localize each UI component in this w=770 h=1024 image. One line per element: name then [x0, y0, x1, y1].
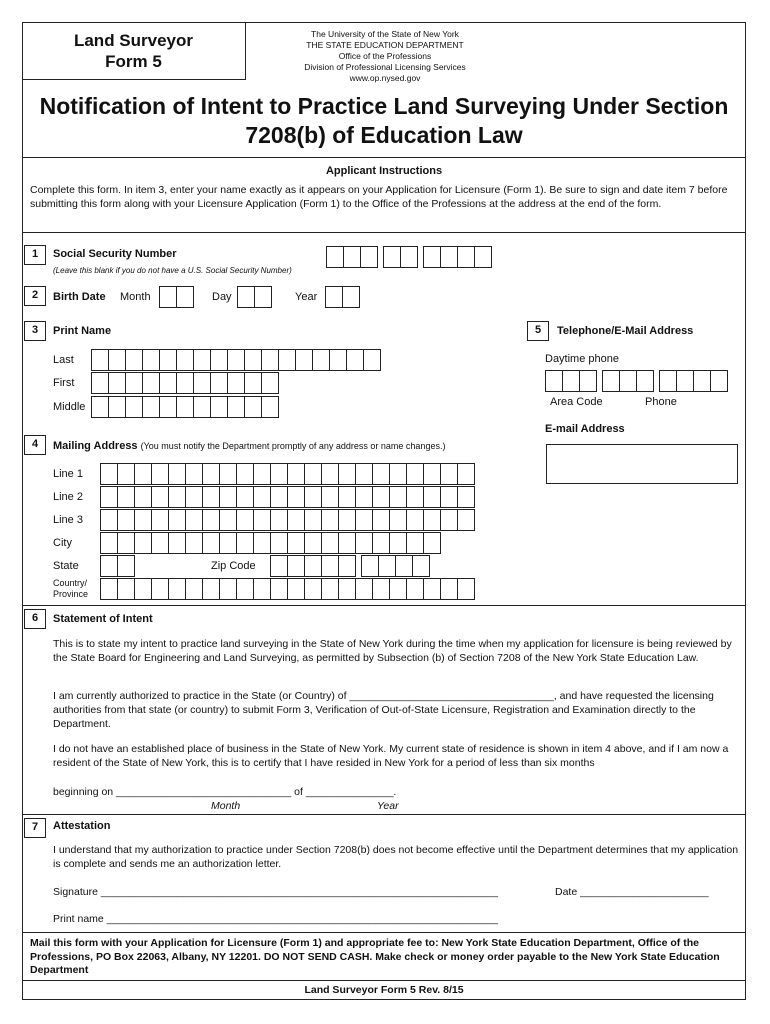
attestation-paragraph: I understand that my authorization to practice under Section 7208(b) does not become effective until the Department determines that my application is complete and sends me an authorization letter.: [53, 844, 739, 870]
middle-name-label: Middle: [53, 401, 86, 413]
character-cell[interactable]: [457, 509, 475, 531]
last-name-label: Last: [53, 354, 74, 366]
character-cell[interactable]: [329, 349, 347, 371]
character-cell[interactable]: [193, 396, 211, 418]
divider: [22, 980, 746, 981]
character-cell[interactable]: [270, 532, 288, 554]
state-input[interactable]: [100, 555, 135, 577]
character-cell[interactable]: [159, 396, 177, 418]
character-cell[interactable]: [193, 372, 211, 394]
character-cell[interactable]: [346, 349, 364, 371]
character-cell[interactable]: [185, 532, 203, 554]
character-cell[interactable]: [321, 555, 339, 577]
character-cell[interactable]: [219, 509, 237, 531]
divider: [22, 605, 746, 606]
character-cell[interactable]: [159, 349, 177, 371]
agency-line: The University of the State of New York: [311, 29, 459, 39]
country-label-line2: Province: [53, 589, 89, 599]
character-cell[interactable]: [304, 555, 322, 577]
character-cell[interactable]: [400, 246, 418, 268]
character-cell[interactable]: [193, 349, 211, 371]
character-cell[interactable]: [457, 578, 475, 600]
zip-code-input[interactable]: [270, 555, 430, 577]
title-line2: 7208(b) of Education Law: [245, 122, 523, 148]
character-cell[interactable]: [562, 370, 580, 392]
character-cell[interactable]: [304, 463, 322, 485]
character-cell[interactable]: [236, 486, 254, 508]
agency-website: www.op.nysed.gov: [349, 73, 421, 83]
title-line1: Notification of Intent to Practice Land Surveying Under Section: [39, 93, 729, 119]
character-cell[interactable]: [227, 396, 245, 418]
character-cell[interactable]: [219, 486, 237, 508]
character-cell[interactable]: [202, 578, 220, 600]
character-cell[interactable]: [579, 370, 597, 392]
statement-intent-label: Statement of Intent: [53, 613, 153, 625]
ssn-note: (Leave this blank if you do not have a U.S. Social Security Number): [53, 266, 292, 275]
character-cell[interactable]: [389, 532, 407, 554]
city-label: City: [53, 537, 72, 549]
agency-line: Division of Professional Licensing Services: [304, 62, 466, 72]
character-cell[interactable]: [91, 349, 109, 371]
character-cell[interactable]: [151, 532, 169, 554]
character-cell[interactable]: [100, 486, 118, 508]
signature-line[interactable]: Signature ____________________________________________________________________: [53, 886, 498, 898]
item-number-2: 2: [24, 286, 46, 306]
character-cell[interactable]: [91, 372, 109, 394]
character-cell[interactable]: [270, 509, 288, 531]
character-cell[interactable]: [474, 246, 492, 268]
character-cell[interactable]: [176, 286, 194, 308]
month-caption: Month: [211, 800, 241, 812]
birth-year-input[interactable]: [325, 286, 360, 308]
character-cell[interactable]: [227, 349, 245, 371]
character-cell[interactable]: [176, 372, 194, 394]
character-cell[interactable]: [185, 463, 203, 485]
ssn-label: Social Security Number: [53, 248, 177, 260]
character-cell[interactable]: [219, 463, 237, 485]
birthdate-year-label: Year: [295, 291, 318, 303]
agency-line: THE STATE EDUCATION DEPARTMENT: [306, 40, 464, 50]
character-cell[interactable]: [134, 578, 152, 600]
character-cell[interactable]: [693, 370, 711, 392]
character-cell[interactable]: [253, 486, 271, 508]
character-cell[interactable]: [338, 486, 356, 508]
middle-name-input[interactable]: [91, 396, 279, 418]
character-cell[interactable]: [338, 578, 356, 600]
character-cell[interactable]: [395, 555, 413, 577]
character-cell[interactable]: [676, 370, 694, 392]
character-cell[interactable]: [185, 578, 203, 600]
character-cell[interactable]: [117, 486, 135, 508]
character-cell[interactable]: [159, 286, 177, 308]
address-line1-input[interactable]: [100, 463, 475, 485]
character-cell[interactable]: [168, 463, 186, 485]
character-cell[interactable]: [363, 349, 381, 371]
country-input[interactable]: [100, 578, 475, 600]
print-name-line[interactable]: Print name ___________________________________________________________________: [53, 913, 498, 925]
statement-paragraph-2: I am currently authorized to practice in the State (or Country) of ___________________________________, and have requested the licensing authorities from that state (or country) to submit Form 3, Verification of Out-of-State Licensure, Registration and Examination directly to the Department.: [53, 690, 714, 730]
character-cell[interactable]: [254, 286, 272, 308]
character-cell[interactable]: [423, 463, 441, 485]
character-cell[interactable]: [321, 532, 339, 554]
character-cell[interactable]: [134, 509, 152, 531]
character-cell[interactable]: [244, 349, 262, 371]
character-cell[interactable]: [168, 509, 186, 531]
character-cell[interactable]: [117, 463, 135, 485]
divider: [22, 932, 746, 933]
address-line2-input[interactable]: [100, 486, 475, 508]
character-cell[interactable]: [125, 349, 143, 371]
character-cell[interactable]: [287, 578, 305, 600]
zip-code-label: Zip Code: [211, 560, 256, 572]
character-cell[interactable]: [440, 486, 458, 508]
character-cell[interactable]: [236, 532, 254, 554]
character-cell[interactable]: [108, 349, 126, 371]
character-cell[interactable]: [372, 463, 390, 485]
character-cell[interactable]: [406, 509, 424, 531]
character-cell[interactable]: [440, 463, 458, 485]
character-cell[interactable]: [168, 578, 186, 600]
character-cell[interactable]: [168, 486, 186, 508]
character-cell[interactable]: [125, 372, 143, 394]
agency-line: Office of the Professions: [338, 51, 432, 61]
character-cell[interactable]: [244, 396, 262, 418]
character-cell[interactable]: [202, 486, 220, 508]
character-cell[interactable]: [261, 396, 279, 418]
character-cell[interactable]: [100, 463, 118, 485]
character-cell[interactable]: [312, 349, 330, 371]
character-cell[interactable]: [219, 532, 237, 554]
birth-day-input[interactable]: [237, 286, 272, 308]
phone-number-label: Phone: [645, 396, 677, 408]
character-cell[interactable]: [100, 578, 118, 600]
character-cell[interactable]: [270, 578, 288, 600]
character-cell[interactable]: [389, 486, 407, 508]
character-cell[interactable]: [389, 509, 407, 531]
print-name-label: Print Name: [53, 325, 112, 337]
character-cell[interactable]: [108, 372, 126, 394]
character-cell[interactable]: [423, 532, 441, 554]
character-cell[interactable]: [338, 463, 356, 485]
character-cell[interactable]: [151, 509, 169, 531]
mailing-address-label: Mailing Address: [53, 440, 138, 452]
item-number-4: 4: [24, 435, 46, 455]
character-cell[interactable]: [406, 463, 424, 485]
character-cell[interactable]: [325, 286, 343, 308]
character-cell[interactable]: [210, 396, 228, 418]
character-cell[interactable]: [253, 509, 271, 531]
character-cell[interactable]: [338, 555, 356, 577]
item-number-3: 3: [24, 321, 46, 341]
character-cell[interactable]: [134, 486, 152, 508]
character-cell[interactable]: [185, 509, 203, 531]
email-label: E-mail Address: [545, 423, 625, 435]
character-cell[interactable]: [253, 463, 271, 485]
statement-paragraph-1: This is to state my intent to practice land surveying in the State of New York during the time when my application for licensure is being reviewed by the State Board for Engineering and Land Surveying, as permitted by Subsection (b) of Section 7208 of the New York State Education Law.: [53, 638, 732, 664]
character-cell[interactable]: [361, 555, 379, 577]
character-cell[interactable]: [423, 486, 441, 508]
agency-block: [250, 29, 520, 84]
page-title: [22, 92, 746, 150]
state-label: State: [53, 560, 79, 572]
character-cell[interactable]: [270, 486, 288, 508]
birth-month-input[interactable]: [159, 286, 194, 308]
divider: [22, 157, 746, 158]
character-cell[interactable]: [168, 532, 186, 554]
character-cell[interactable]: [253, 578, 271, 600]
character-cell[interactable]: [457, 463, 475, 485]
character-cell[interactable]: [423, 246, 441, 268]
character-cell[interactable]: [244, 372, 262, 394]
character-cell[interactable]: [236, 578, 254, 600]
character-cell[interactable]: [304, 486, 322, 508]
character-cell[interactable]: [440, 509, 458, 531]
character-cell[interactable]: [343, 246, 361, 268]
character-cell[interactable]: [117, 555, 135, 577]
character-cell[interactable]: [151, 578, 169, 600]
phone-input[interactable]: [545, 370, 728, 392]
character-cell[interactable]: [261, 372, 279, 394]
instructions-heading: Applicant Instructions: [325, 165, 443, 177]
character-cell[interactable]: [142, 349, 160, 371]
character-cell[interactable]: [117, 509, 135, 531]
character-cell[interactable]: [338, 532, 356, 554]
address-line1-label: Line 1: [53, 468, 83, 480]
form-revision: Land Surveyor Form 5 Rev. 8/15: [304, 984, 464, 996]
last-name-input[interactable]: [91, 349, 381, 371]
form-id-line1: Land Surveyor: [73, 31, 194, 50]
character-cell[interactable]: [457, 246, 475, 268]
email-input[interactable]: [546, 444, 738, 484]
form-id-line2: Form 5: [105, 52, 162, 71]
item-number-6: 6: [24, 609, 46, 629]
mailing-address-note: (You must notify the Department promptly of any address or name changes.): [140, 441, 446, 451]
character-cell[interactable]: [185, 486, 203, 508]
character-cell[interactable]: [278, 349, 296, 371]
character-cell[interactable]: [287, 486, 305, 508]
character-cell[interactable]: [202, 509, 220, 531]
character-cell[interactable]: [219, 578, 237, 600]
telephone-email-label: Telephone/E-Mail Address: [557, 325, 694, 337]
character-cell[interactable]: [134, 463, 152, 485]
character-cell[interactable]: [287, 532, 305, 554]
mailing-instructions: Mail this form with your Application for Licensure (Form 1) and appropriate fee to: New York State Education Department, Office of the Professions, PO Box 22063, Albany, NY 12201. DO NOT SEND CASH. Make check or money order payable to the New York State Education Department: [30, 937, 720, 976]
character-cell[interactable]: [423, 509, 441, 531]
character-cell[interactable]: [545, 370, 563, 392]
first-name-label: First: [53, 377, 75, 389]
character-cell[interactable]: [202, 532, 220, 554]
divider: [22, 814, 746, 815]
character-cell[interactable]: [117, 578, 135, 600]
character-cell[interactable]: [236, 463, 254, 485]
item-number-7: 7: [24, 818, 46, 838]
character-cell[interactable]: [372, 532, 390, 554]
statement-paragraph-3: I do not have an established place of business in the State of New York. My current state of residence is shown in item 4 above, and if I am now a resident of the State of New York, this is to certify that I have resided in New York for a period of less than six months: [53, 743, 729, 769]
address-line2-label: Line 2: [53, 491, 83, 503]
character-cell[interactable]: [134, 532, 152, 554]
date-line[interactable]: Date ______________________: [555, 886, 709, 898]
character-cell[interactable]: [636, 370, 654, 392]
area-code-label: Area Code: [550, 396, 603, 408]
character-cell[interactable]: [151, 463, 169, 485]
character-cell[interactable]: [423, 578, 441, 600]
character-cell[interactable]: [355, 509, 373, 531]
character-cell[interactable]: [406, 486, 424, 508]
character-cell[interactable]: [321, 463, 339, 485]
character-cell[interactable]: [202, 463, 220, 485]
character-cell[interactable]: [355, 532, 373, 554]
character-cell[interactable]: [440, 246, 458, 268]
character-cell[interactable]: [372, 509, 390, 531]
character-cell[interactable]: [287, 555, 305, 577]
character-cell[interactable]: [355, 578, 373, 600]
form-id-box: [22, 22, 246, 80]
beginning-on-line[interactable]: beginning on ______________________________ of _______________.: [53, 786, 397, 798]
character-cell[interactable]: [440, 578, 458, 600]
character-cell[interactable]: [304, 578, 322, 600]
character-cell[interactable]: [659, 370, 677, 392]
divider: [22, 232, 746, 233]
character-cell[interactable]: [710, 370, 728, 392]
character-cell[interactable]: [360, 246, 378, 268]
item-number-5: 5: [527, 321, 549, 341]
character-cell[interactable]: [602, 370, 620, 392]
character-cell[interactable]: [270, 555, 288, 577]
character-cell[interactable]: [176, 396, 194, 418]
character-cell[interactable]: [100, 555, 118, 577]
character-cell[interactable]: [378, 555, 396, 577]
character-cell[interactable]: [372, 486, 390, 508]
character-cell[interactable]: [253, 532, 271, 554]
character-cell[interactable]: [142, 372, 160, 394]
character-cell[interactable]: [117, 532, 135, 554]
character-cell[interactable]: [176, 349, 194, 371]
city-input[interactable]: [100, 532, 441, 554]
character-cell[interactable]: [619, 370, 637, 392]
character-cell[interactable]: [355, 463, 373, 485]
character-cell[interactable]: [389, 463, 407, 485]
character-cell[interactable]: [457, 486, 475, 508]
character-cell[interactable]: [159, 372, 177, 394]
address-line3-input[interactable]: [100, 509, 475, 531]
character-cell[interactable]: [100, 509, 118, 531]
character-cell[interactable]: [321, 509, 339, 531]
character-cell[interactable]: [321, 486, 339, 508]
item-number-1: 1: [24, 245, 46, 265]
character-cell[interactable]: [237, 286, 255, 308]
character-cell[interactable]: [295, 349, 313, 371]
birthdate-month-label: Month: [120, 291, 151, 303]
character-cell[interactable]: [287, 463, 305, 485]
character-cell[interactable]: [210, 349, 228, 371]
character-cell[interactable]: [355, 486, 373, 508]
character-cell[interactable]: [227, 372, 245, 394]
character-cell[interactable]: [326, 246, 344, 268]
character-cell[interactable]: [372, 578, 390, 600]
character-cell[interactable]: [383, 246, 401, 268]
character-cell[interactable]: [100, 532, 118, 554]
character-cell[interactable]: [108, 396, 126, 418]
character-cell[interactable]: [261, 349, 279, 371]
character-cell[interactable]: [389, 578, 407, 600]
attestation-label: Attestation: [53, 820, 111, 832]
character-cell[interactable]: [142, 396, 160, 418]
character-cell[interactable]: [321, 578, 339, 600]
character-cell[interactable]: [338, 509, 356, 531]
country-label-line1: Country/: [53, 578, 88, 588]
instructions-text: Complete this form. In item 3, enter your name exactly as it appears on your Application for Licensure (Form 1). Be sure to sign and date item 7 before submitting this form along with your Licensure Application (Form 1) to the Office of the Professions at the address at the end of the form.: [30, 184, 728, 210]
character-cell[interactable]: [304, 532, 322, 554]
ssn-input[interactable]: [326, 246, 492, 268]
character-cell[interactable]: [270, 463, 288, 485]
birthdate-day-label: Day: [212, 291, 232, 303]
character-cell[interactable]: [91, 396, 109, 418]
character-cell[interactable]: [412, 555, 430, 577]
first-name-input[interactable]: [91, 372, 279, 394]
character-cell[interactable]: [210, 372, 228, 394]
character-cell[interactable]: [236, 509, 254, 531]
character-cell[interactable]: [406, 532, 424, 554]
character-cell[interactable]: [406, 578, 424, 600]
character-cell[interactable]: [342, 286, 360, 308]
address-line3-label: Line 3: [53, 514, 83, 526]
character-cell[interactable]: [125, 396, 143, 418]
character-cell[interactable]: [304, 509, 322, 531]
country-label: [53, 578, 88, 600]
character-cell[interactable]: [287, 509, 305, 531]
year-caption: Year: [377, 800, 399, 812]
birthdate-label: Birth Date: [53, 291, 106, 303]
daytime-phone-label: Daytime phone: [545, 353, 619, 365]
character-cell[interactable]: [151, 486, 169, 508]
